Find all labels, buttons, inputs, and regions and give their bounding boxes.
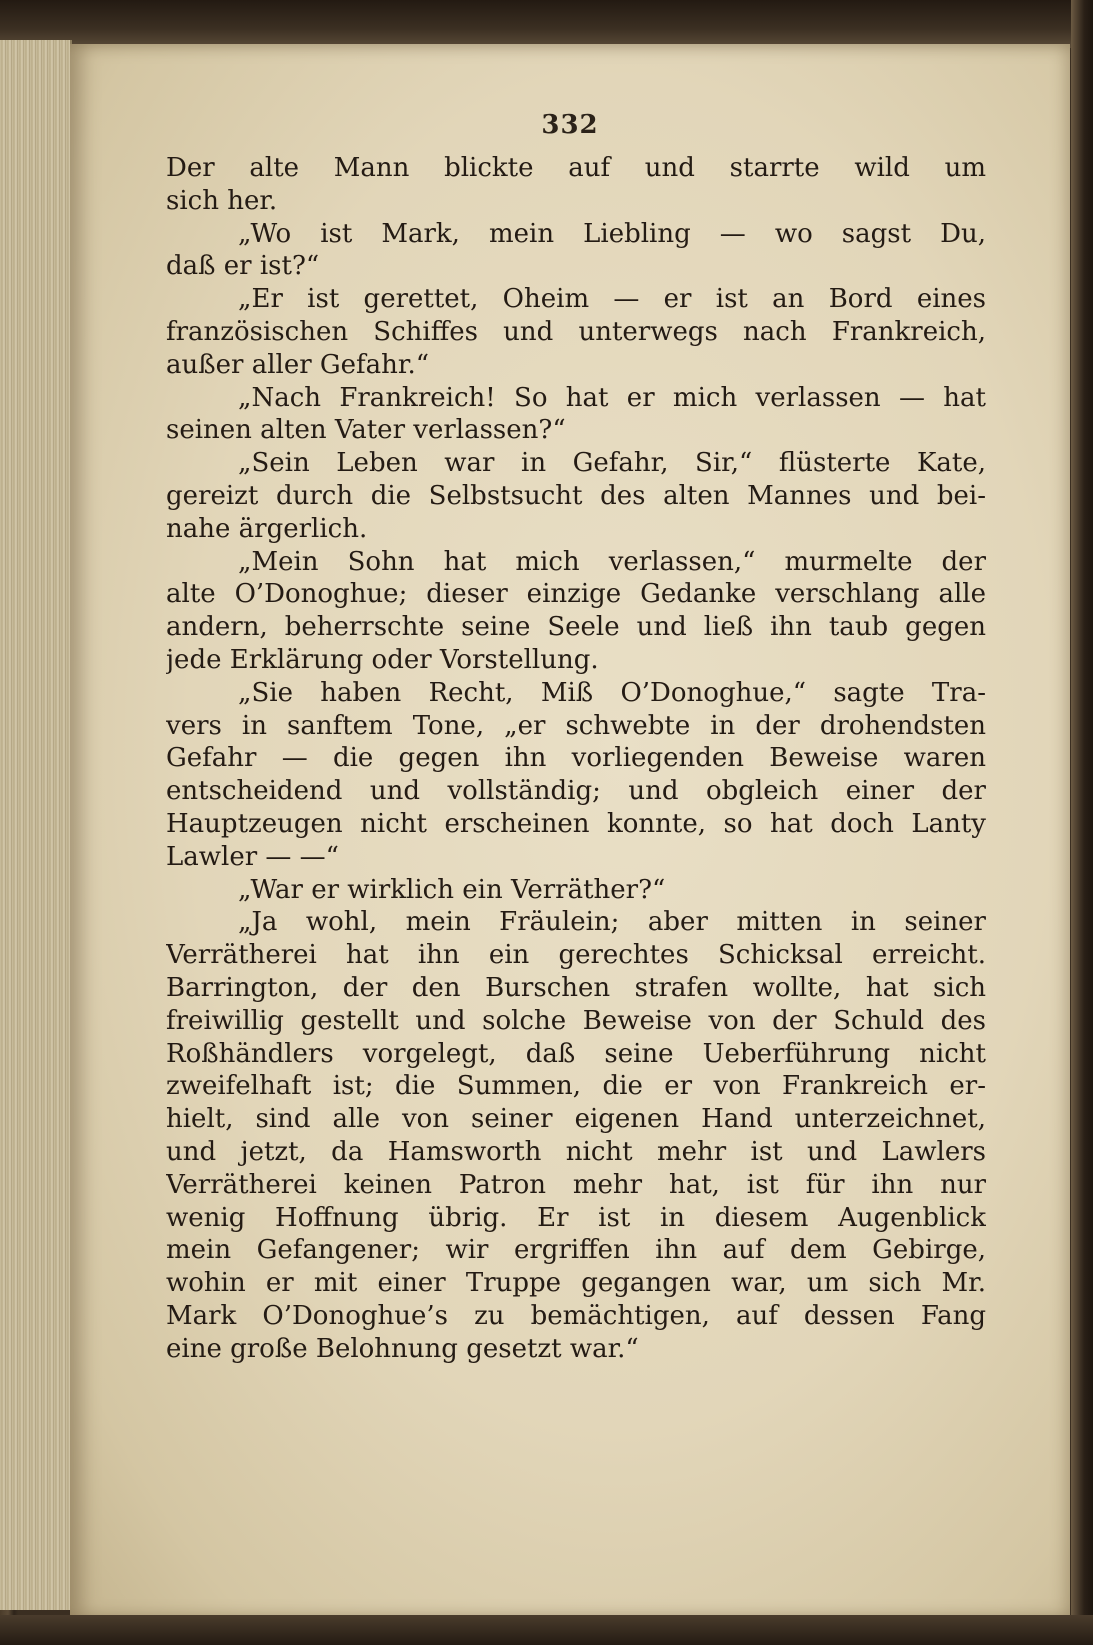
text-line: „Mein Sohn hat mich verlassen,“ murmelte der: [238, 546, 986, 577]
text-line: Mark O’Donoghue’s zu bemächtigen, auf dessen Fang: [166, 1300, 986, 1331]
right-edge-shadow: [1071, 0, 1093, 1645]
text-line: Hauptzeugen nicht erscheinen konnte, so hat doch Lanty: [166, 808, 986, 839]
text-line: und jetzt, da Hamsworth nicht mehr ist und Lawlers: [166, 1136, 986, 1167]
text-line: außer aller Gefahr.“: [166, 349, 430, 380]
text-line: eine große Belohnung gesetzt war.“: [166, 1333, 639, 1364]
text-line: freiwillig gestellt und solche Beweise von der Schuld des: [166, 1005, 986, 1036]
text-line: Lawler — —“: [166, 841, 339, 872]
text-line: jede Erklärung oder Vorstellung.: [166, 644, 599, 675]
text-line: andern, beherrschte seine Seele und ließ ihn taub gegen: [166, 612, 986, 643]
text-line: nahe ärgerlich.: [166, 513, 368, 544]
text-line: Roßhändlers vorgelegt, daß seine Ueberführung nicht: [166, 1038, 986, 1069]
text-line: entscheidend und vollständig; und obgleich einer der: [166, 776, 986, 807]
text-line: „Ja wohl, mein Fräulein; aber mitten in seiner: [238, 907, 986, 938]
text-line: mein Gefangener; wir ergriffen ihn auf dem Gebirge,: [166, 1235, 986, 1266]
text-line: „Er ist gerettet, Oheim — er ist an Bord eines: [238, 284, 986, 315]
page-edges-left: [0, 40, 72, 1610]
text-line: „Sie haben Recht, Miß O’Donoghue,“ sagte Tra-: [238, 677, 986, 708]
body-text: [166, 152, 986, 1365]
text-line: französischen Schiffes und unterwegs nach Frankreich,: [166, 316, 986, 347]
text-line: daß er ist?“: [166, 251, 320, 282]
text-line: „Wo ist Mark, mein Liebling — wo sagst Du,: [238, 218, 986, 249]
text-line: „War er wirklich ein Verräther?“: [238, 874, 666, 905]
text-line: „Sein Leben war in Gefahr, Sir,“ flüsterte Kate,: [238, 448, 986, 479]
text-line: sich her.: [166, 185, 278, 216]
top-binding-shadow: [0, 0, 1093, 48]
text-line: Gefahr — die gegen ihn vorliegenden Beweise waren: [166, 743, 986, 774]
text-line: hielt, sind alle von seiner eigenen Hand unterzeichnet,: [166, 1104, 986, 1135]
text-line: wohin er mit einer Truppe gegangen war, um sich Mr.: [166, 1268, 986, 1299]
text-line: „Nach Frankreich! So hat er mich verlassen — hat: [238, 382, 986, 413]
text-line: Der alte Mann blickte auf und starrte wild um: [166, 153, 986, 183]
text-line: Verrätherei keinen Patron mehr hat, ist für ihn nur: [166, 1169, 986, 1200]
text-line: alte O’Donoghue; dieser einzige Gedanke verschlang alle: [166, 579, 986, 610]
bottom-edge-shadow: [0, 1615, 1093, 1645]
page-number: 332: [541, 110, 599, 140]
text-line: seinen alten Vater verlassen?“: [166, 415, 566, 446]
text-line: gereizt durch die Selbstsucht des alten Mannes und bei-: [166, 480, 986, 511]
text-line: zweifelhaft ist; die Summen, die er von Frankreich er-: [166, 1071, 986, 1102]
text-line: Verrätherei hat ihn ein gerechtes Schicksal erreicht.: [166, 940, 986, 971]
text-line: Barrington, der den Burschen strafen wollte, hat sich: [166, 972, 986, 1003]
book-page: [70, 44, 1070, 1619]
text-line: vers in sanftem Tone, „er schwebte in der drohendsten: [166, 710, 986, 741]
text-line: wenig Hoffnung übrig. Er ist in diesem Augenblick: [166, 1202, 986, 1233]
